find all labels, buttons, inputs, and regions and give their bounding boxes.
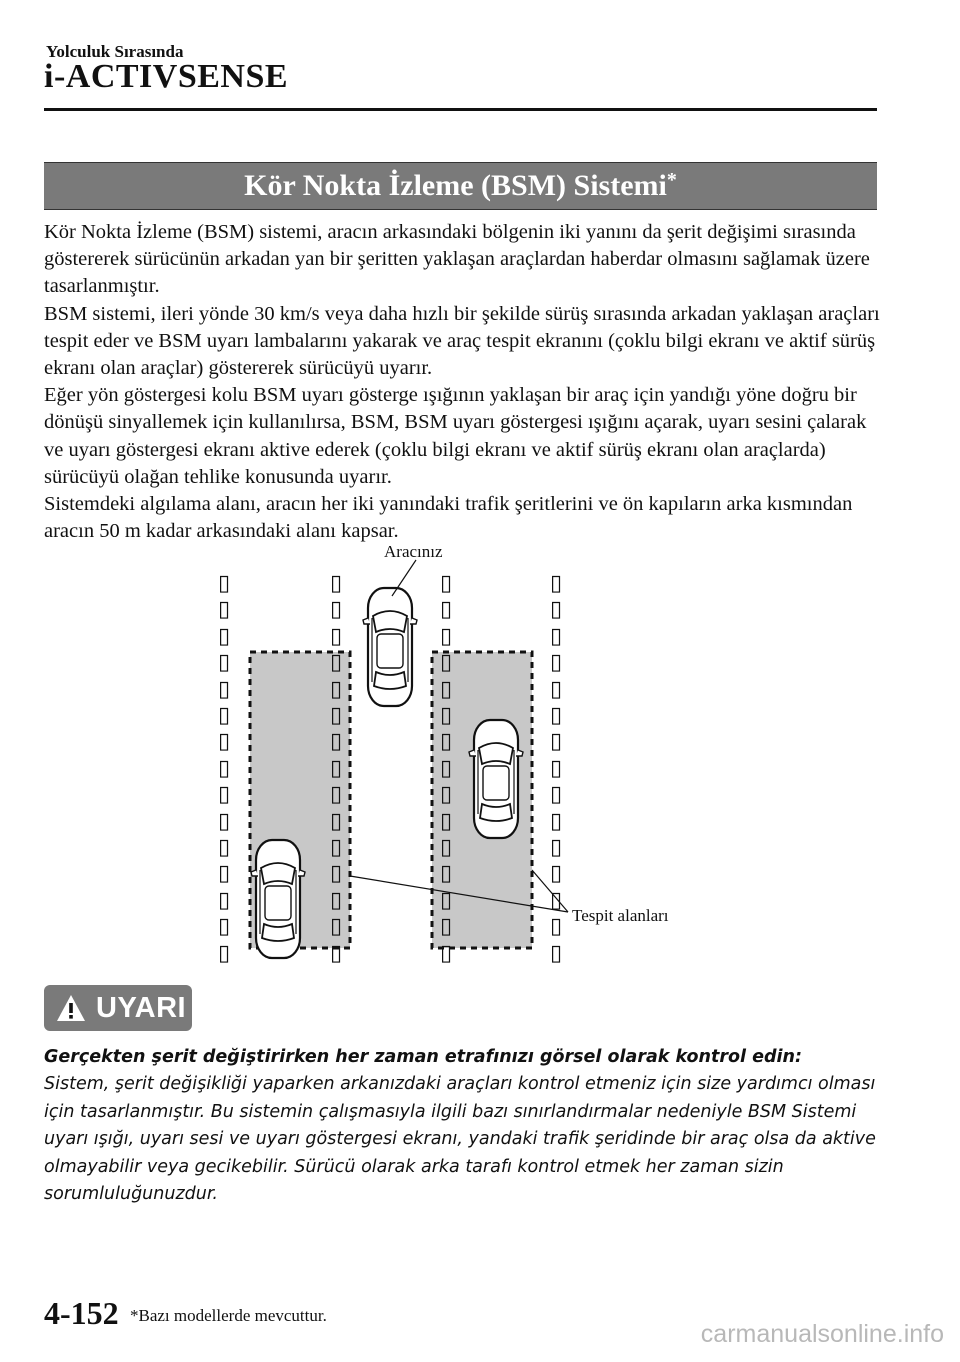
paragraph: BSM sistemi, ileri yönde 30 km/s veya daha hızlı bir şekilde sürüş sırasında arkadan yaklaşan araçları tespit eder ve BSM uyarı lambalarını yakarak ve araç tespit ekranını (çoklu bilgi ekranı ve aktif sürüş ekranı olan araçlar) göstererek sürücüyü uyarır.: [44, 302, 880, 380]
page-number: 4-152: [44, 1295, 119, 1331]
lane-marker-column: ▯ ▯ ▯ ▯ ▯ ▯ ▯ ▯ ▯ ▯ ▯ ▯ ▯ ▯ ▯: [330, 570, 343, 965]
warning-badge: [44, 985, 192, 1031]
detection-area-diagram: [200, 540, 710, 970]
availability-marker: *: [666, 168, 677, 191]
header-rule: [44, 108, 877, 111]
body-text: [44, 219, 884, 545]
detection-areas-label: Tespit alanları: [572, 906, 669, 925]
warning-icon: [56, 994, 86, 1022]
section-heading: Kör Nokta İzleme (BSM) Sistemi: [244, 169, 667, 202]
own-vehicle-label: Aracınız: [384, 542, 443, 561]
paragraph: Sistemdeki algılama alanı, aracın her iki yanındaki trafik şeritlerini ve ön kapıların arka kısmından aracın 50 m kadar arkasındaki alanı kapsar.: [44, 493, 853, 543]
vehicle-in-left-zone: [251, 840, 305, 958]
watermark: carmanualsonline.info: [700, 1320, 944, 1348]
warning-label: UYARI: [96, 991, 187, 1024]
warning-title: Gerçekten şerit değiştirirken her zaman etrafınızı görsel olarak kontrol edin:: [44, 1047, 802, 1067]
warning-text: [44, 1044, 884, 1208]
footnote: *Bazı modellerde mevcuttur.: [130, 1306, 327, 1325]
warning-body: Sistem, şerit değişikliği yaparken arkanızdaki araçları kontrol etmeniz için size yardımcı olması için tasarlanmıştır. Bu sistemin çalışmasıyla ilgili bazı sınırlandırmalar nedeniyle BSM Sistemi uyarı ışığı, uyarı sesi ve uyarı göstergesi ekranı, yandaki trafik şeridinde bir araç olsa da aktive olmayabilir veya gecikebilir. Sürücü olarak arka tarafı kontrol etmek her zaman sizin sorumluluğunuzdur.: [44, 1074, 876, 1205]
lane-marker-column: ▯ ▯ ▯ ▯ ▯ ▯ ▯ ▯ ▯ ▯ ▯ ▯ ▯ ▯ ▯: [440, 570, 453, 965]
paragraph: Eğer yön göstergesi kolu BSM uyarı gösterge ışığının yaklaşan bir araç için yandığı yöne doğru bir dönüşü sinyallemek için kullanılırsa, BSM, BSM uyarı göstergesi ışığını açarak, uyarı sesini çalarak ve uyarı göstergesi ekranı aktive ederek (çoklu bilgi ekranı ve aktif sürüş ekranı olan araçlarda) sürücüyü olağan tehlike konusunda uyarır.: [44, 384, 867, 488]
paragraph: Kör Nokta İzleme (BSM) sistemi, aracın arkasındaki bölgenin iki yanını da şerit değişimi sırasında göstererek sürücünün arkadan yan bir şeritten yaklaşan araçlardan haberdar olmasını sağlamak üzere tasarlanmıştır.: [44, 221, 870, 298]
section-label: Yolculuk Sırasında: [46, 42, 184, 61]
own-vehicle: [363, 588, 417, 706]
lane-marker-column: ▯ ▯ ▯ ▯ ▯ ▯ ▯ ▯ ▯ ▯ ▯ ▯ ▯ ▯ ▯: [550, 570, 563, 965]
chapter-title: i-ACTIVSENSE: [44, 58, 289, 95]
section-heading-bar: [44, 162, 877, 210]
lane-marker-column: ▯ ▯ ▯ ▯ ▯ ▯ ▯ ▯ ▯ ▯ ▯ ▯ ▯ ▯ ▯: [218, 570, 231, 965]
approaching-vehicle-right: [469, 720, 523, 838]
